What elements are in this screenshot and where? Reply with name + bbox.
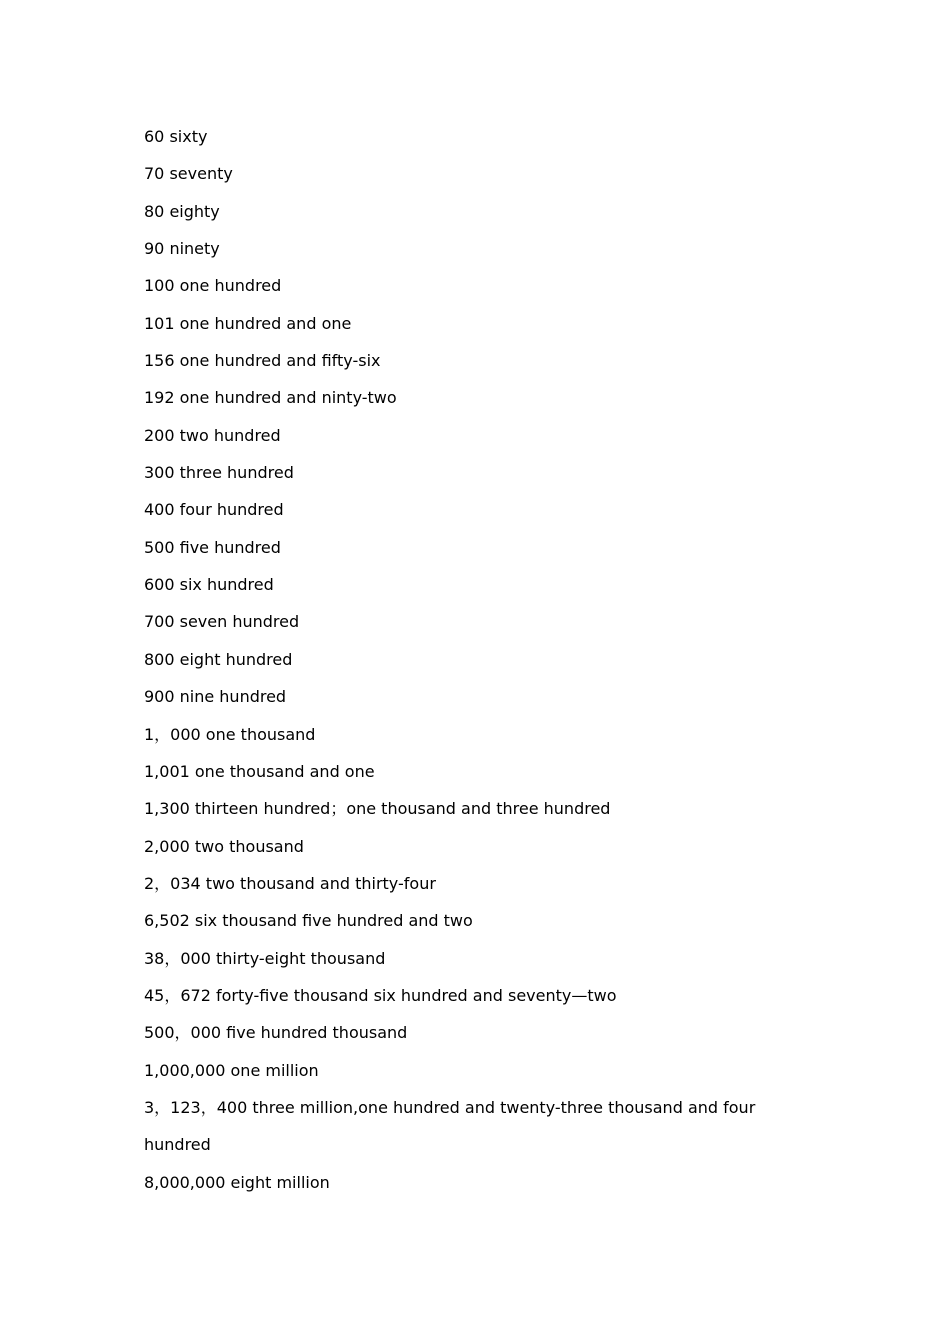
text-line: 8,000,000 eight million [144,1172,330,1192]
text-line: 1,300 thirteen hundred；one thousand and three hundred [144,799,611,819]
text-line: 600 six hundred [144,575,274,595]
text-line: 100 one hundred [144,276,282,296]
text-line: 90 ninety [144,239,220,259]
text-line: hundred [144,1135,211,1155]
text-line: 1，000 one thousand [144,724,316,744]
text-line: 700 seven hundred [144,612,300,632]
text-line: 500，000 five hundred thousand [144,1023,408,1043]
text-line: 800 eight hundred [144,649,293,669]
text-line: 3，123，400 three million,one hundred and twenty-three thousand and four [144,1097,756,1117]
number-words-list [144,118,794,1201]
text-line: 70 seventy [144,164,233,184]
text-line: 300 three hundred [144,463,294,483]
text-line: 6,502 six thousand five hundred and two [144,911,473,931]
text-line: 156 one hundred and fifty-six [144,351,381,371]
text-line: 1,000,000 one million [144,1060,319,1080]
text-line: 38，000 thirty-eight thousand [144,948,386,968]
text-line: 80 eighty [144,201,220,221]
text-line: 60 sixty [144,127,208,146]
text-line: 400 four hundred [144,500,284,520]
text-line: 1,001 one thousand and one [144,761,375,781]
text-line: 900 nine hundred [144,687,287,707]
text-line: 500 five hundred [144,537,281,557]
text-line: 200 two hundred [144,425,281,445]
text-line: 45，672 forty-five thousand six hundred and seventy—two [144,985,617,1005]
text-line: 101 one hundred and one [144,313,352,333]
text-line: 192 one hundred and ninty-two [144,388,397,408]
text-line: 2，034 two thousand and thirty-four [144,873,436,893]
text-line: 2,000 two thousand [144,836,304,856]
